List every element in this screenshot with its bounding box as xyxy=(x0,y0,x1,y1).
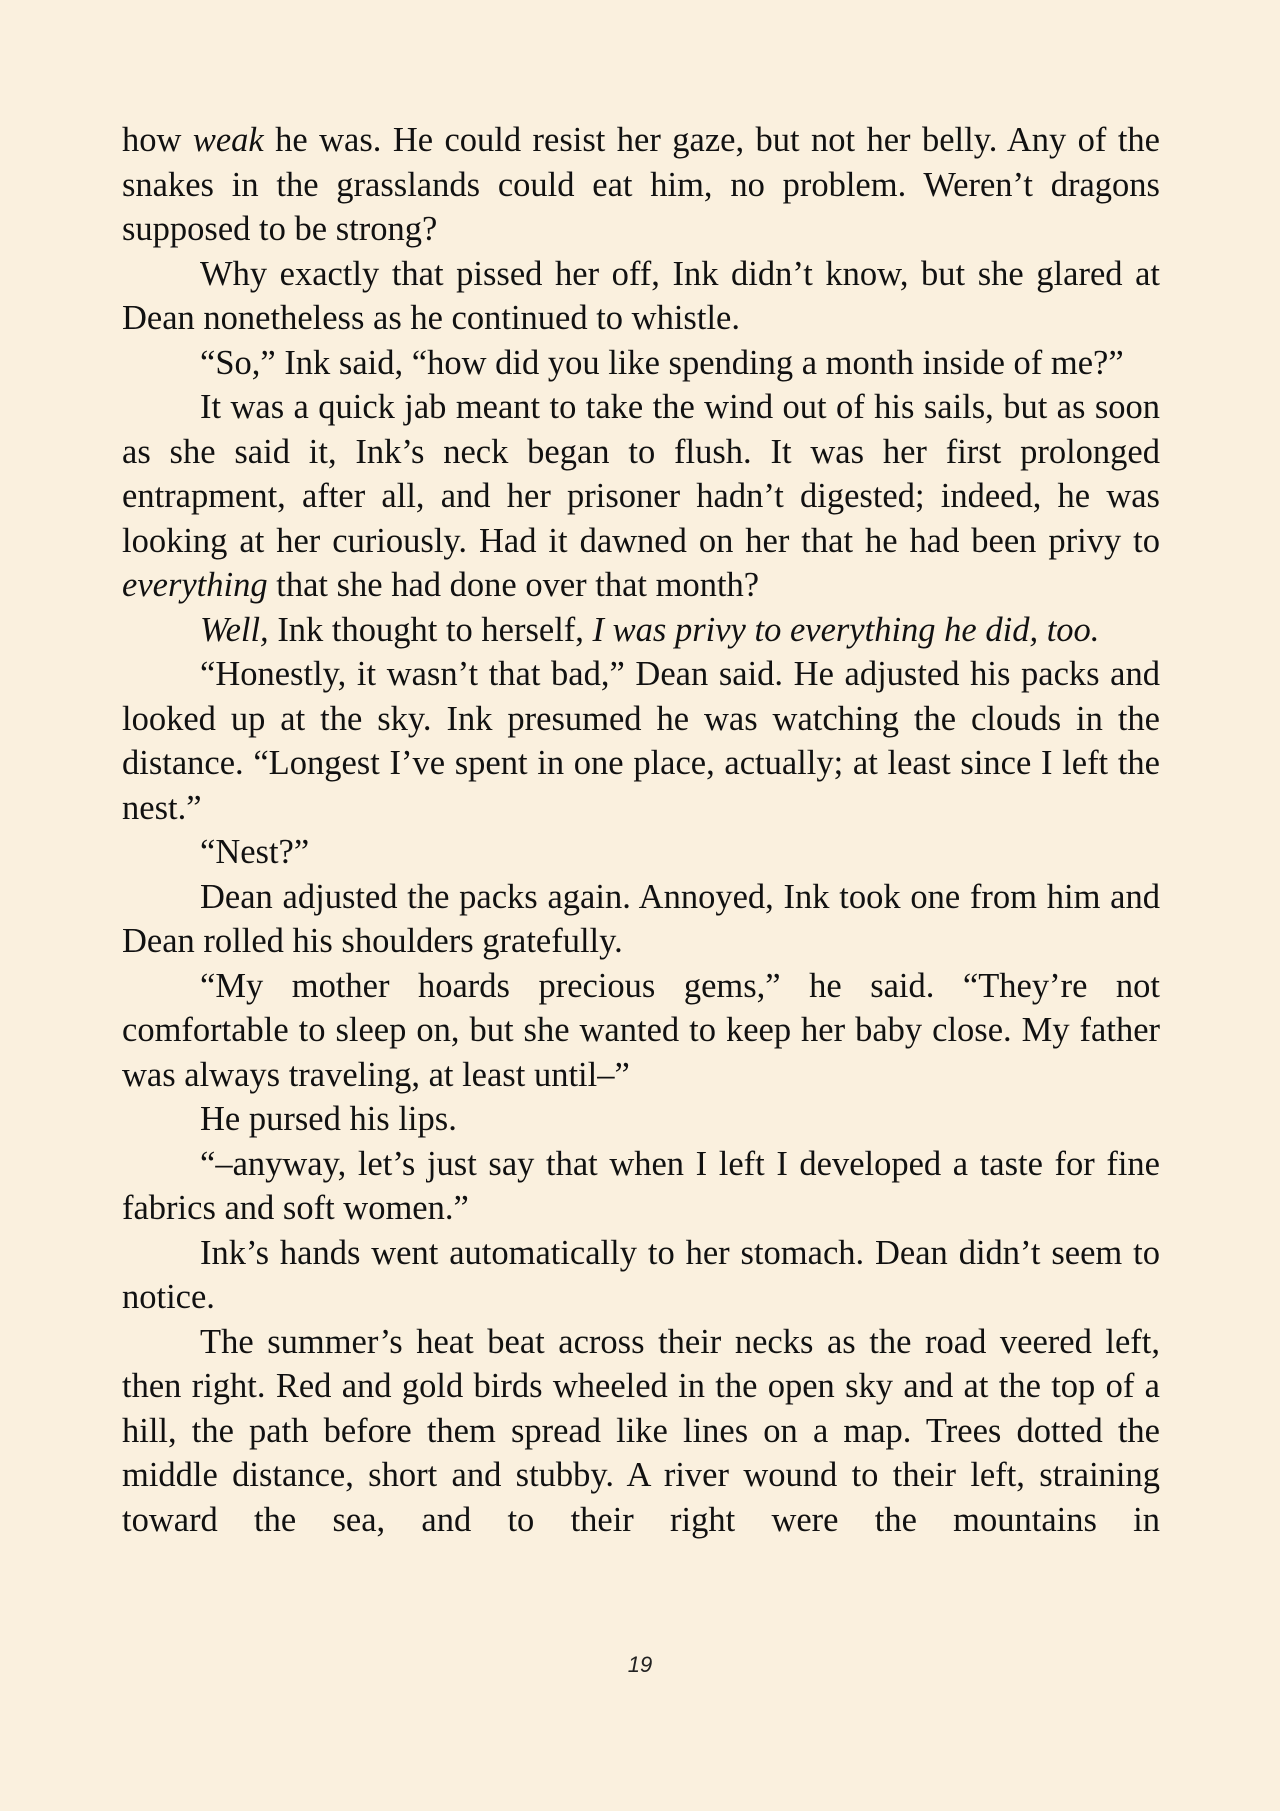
italic-text: Well, xyxy=(200,610,269,649)
text-segment: “–anyway, let’s just say that when I left I developed a taste for fine fabrics and soft women.” xyxy=(122,1144,1160,1227)
text-segment: that she had done over that month? xyxy=(267,566,760,604)
italic-text: I was privy to everything he did, too. xyxy=(592,610,1100,649)
text-segment: Dean adjusted the packs again. Annoyed, Ink took one from him and Dean rolled his shoulders gratefully. xyxy=(122,877,1160,960)
paragraph xyxy=(122,875,1160,964)
paragraph xyxy=(122,252,1160,341)
paragraph xyxy=(122,652,1160,830)
page-body xyxy=(122,118,1160,1542)
text-segment: Ink thought to herself, xyxy=(268,610,593,649)
text-segment: “Honestly, it wasn’t that bad,” Dean said. He adjusted his packs and looked up at the sky. Ink presumed he was watching the clouds in the distance. “Longest I’ve spent in one place, actually; at least since I left the nest.” xyxy=(122,655,1160,827)
italic-text: weak xyxy=(192,121,264,159)
italic-text: everything xyxy=(122,566,268,604)
paragraph xyxy=(122,608,1160,653)
text-segment: he was. He could resist her gaze, but not her belly. Any of the snakes in the grasslands could eat him, no problem. Weren’t dragons supposed to be strong? xyxy=(122,121,1160,248)
paragraph xyxy=(122,964,1160,1098)
text-segment: how xyxy=(122,121,193,159)
paragraph xyxy=(122,1231,1160,1320)
text-segment: “Nest?” xyxy=(200,833,310,871)
text-segment: The summer’s heat beat across their necks as the road veered left, then right. Red and gold birds wheeled in the open sky and at the top of a hill, the path before them spread like lines on a map. Trees dotted the middle distance, short and stubby. A river wound to their left, straining toward the sea, and to their right were the mountains in xyxy=(122,1322,1160,1539)
text-segment: It was a quick jab meant to take the wind out of his sails, but as soon as she said it, Ink’s neck began to flush. It was her first prolonged entrapment, after all, and her prisoner hadn’t digested; indeed, he was looking at her curiously. Had it dawned on her that he had been privy to xyxy=(122,388,1160,560)
text-segment: Why exactly that pissed her off, Ink didn’t know, but she glared at Dean nonetheless as he continued to whistle. xyxy=(122,254,1160,337)
paragraph xyxy=(122,1320,1160,1543)
paragraph xyxy=(122,385,1160,608)
paragraph xyxy=(122,830,1160,875)
text-segment: “My mother hoards precious gems,” he said. “They’re not comfortable to sleep on, but she wanted to keep her baby close. My father was always traveling, at least until–” xyxy=(122,966,1160,1094)
paragraph xyxy=(122,1142,1160,1231)
paragraph xyxy=(122,341,1160,386)
text-segment: Ink’s hands went automatically to her stomach. Dean didn’t seem to notice. xyxy=(122,1233,1160,1316)
text-segment: He pursed his lips. xyxy=(200,1100,457,1138)
text-segment: “So,” Ink said, “how did you like spending a month inside of me?” xyxy=(200,343,1124,382)
paragraph xyxy=(122,118,1160,252)
page-number: 19 xyxy=(627,1652,653,1677)
paragraph xyxy=(122,1097,1160,1142)
